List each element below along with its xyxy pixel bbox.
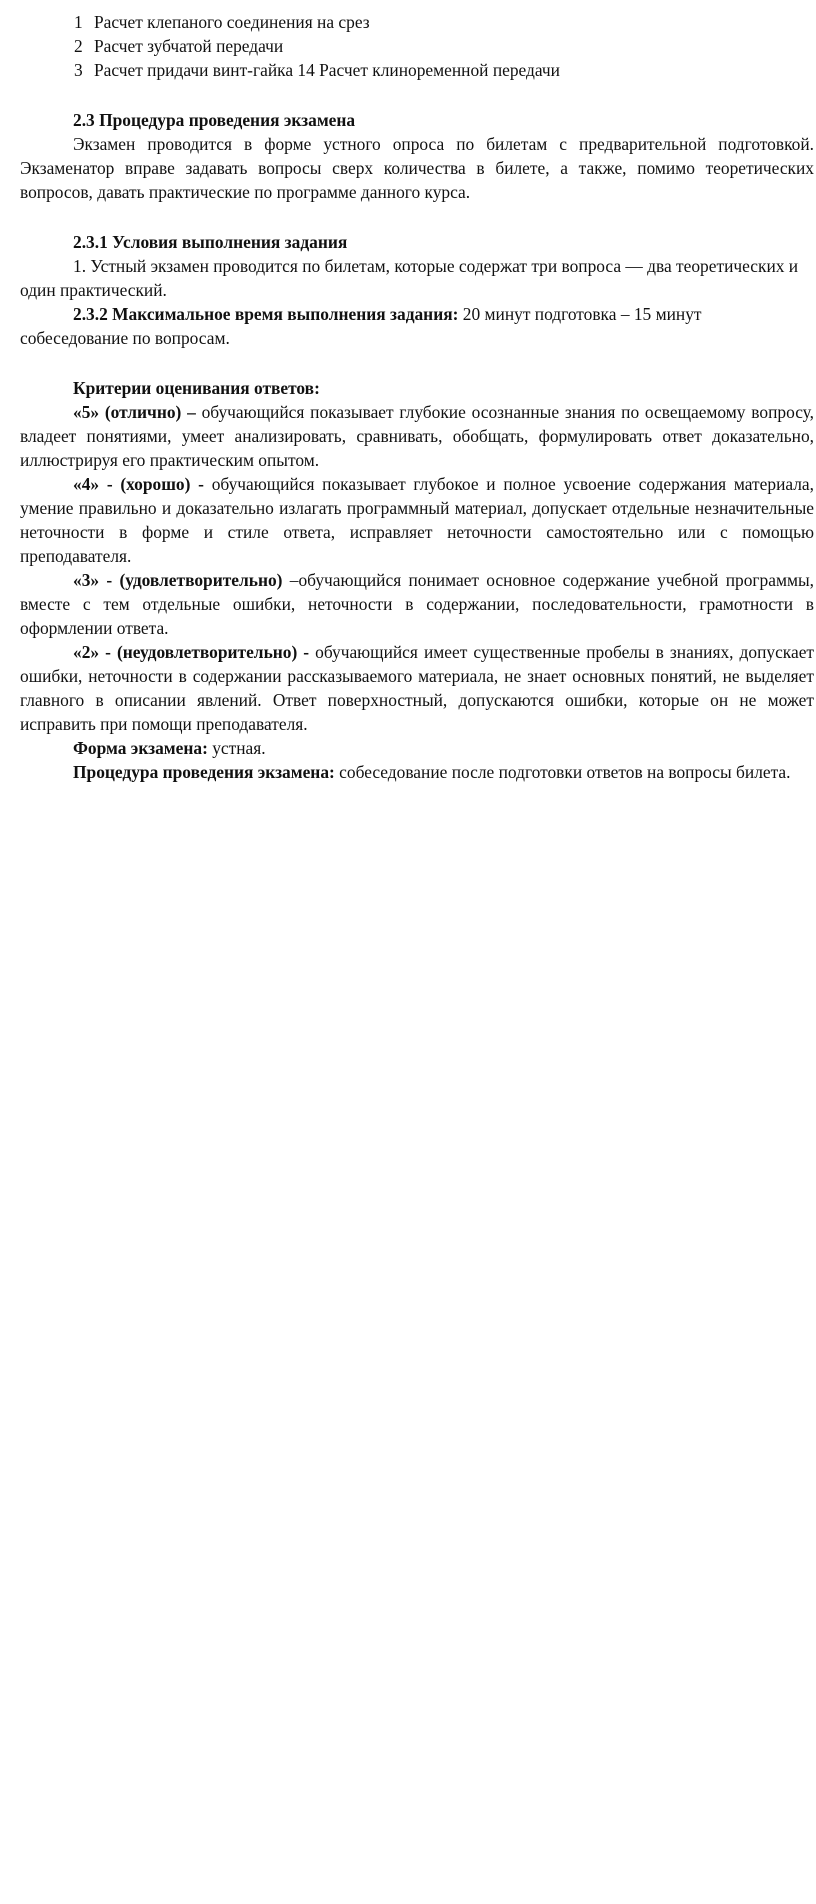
section-2-3-2-label: 2.3.2 Максимальное время выполнения задания:: [73, 304, 459, 324]
list-item: [20, 58, 814, 82]
section-2-3-2-text: 20 минут подготовка – 15 минут собеседование по вопросам.: [20, 304, 702, 348]
exam-procedure-text: собеседование после подготовки ответов на вопросы билета.: [334, 762, 791, 782]
section-2-3-2-paragraph: [20, 302, 814, 350]
document-content: [20, 10, 814, 784]
criteria-text: обучающийся показывает глубокие осознанные знания по освещаемому вопросу, владеет понятиями, умеет анализировать, сравнивать, обобщать, формулировать ответ доказательно, иллюстрируя его практическим опытом.: [20, 402, 814, 470]
list-item-number: 2: [74, 36, 83, 56]
exam-form-paragraph: [20, 736, 814, 760]
list-item-number: 1: [74, 12, 83, 32]
list-item-text: Расчет клепаного соединения на срез: [94, 12, 370, 32]
section-heading-2-3: 2.3 Процедура проведения экзамена: [73, 110, 356, 130]
criteria-heading: Критерии оценивания ответов:: [73, 378, 320, 398]
criteria-text: обучающийся показывает глубокое и полное усвоение содержания материала, умение правильно и доказательно излагать программный материал, допускает отдельные незначительные неточности в форме и стиле ответа, исправляет неточности самостоятельно или с помощью преподавателя.: [20, 474, 814, 566]
list-item-text: Расчет зубчатой передачи: [94, 36, 284, 56]
section-2-3-1-body: 1. Устный экзамен проводится по билетам, которые содержат три вопроса — два теоретических и один практический.: [20, 256, 799, 300]
criteria-label: «5» (отлично) –: [73, 402, 196, 422]
criteria-item-2: [20, 640, 814, 736]
list-item: [20, 10, 814, 34]
criteria-item-3: [20, 568, 814, 640]
list-item: [20, 34, 814, 58]
exam-form-label: Форма экзамена:: [73, 738, 208, 758]
list-item-text: Расчет придачи винт-гайка 14 Расчет клиноременной передачи: [94, 60, 560, 80]
list-item-number: 3: [74, 60, 83, 80]
section-2-3-1-text: [20, 254, 814, 302]
criteria-item-4: [20, 472, 814, 568]
criteria-text: –обучающийся понимает основное содержание учебной программы, вместе с тем отдельные ошибки, неточности в содержании, последовательности, грамотности в оформлении ответа.: [20, 570, 814, 638]
criteria-label: «4» - (хорошо) -: [73, 474, 204, 494]
criteria-label: «2» - (неудовлетворительно) -: [73, 642, 310, 662]
section-heading-2-3-1: 2.3.1 Условия выполнения задания: [73, 232, 348, 252]
section-2-3-text: Экзамен проводится в форме устного опроса по билетам с предварительной подготовкой. Экзаменатор вправе задавать вопросы сверх количества в билете, а также, помимо теоретических вопросов, давать практические по программе данного курса.: [20, 134, 814, 202]
exam-form-text: устная.: [207, 738, 266, 758]
criteria-label: «3» - (удовлетворительно): [73, 570, 283, 590]
criteria-item-5: [20, 400, 814, 472]
exam-procedure-paragraph: [20, 760, 814, 784]
criteria-text: обучающийся имеет существенные пробелы в знаниях, допускает ошибки, неточности в содержании рассказываемого материала, не знает основных понятий, не выделяет главного в описании явлений. Ответ поверхностный, допускаются ошибки, которые он не может исправить при помощи преподавателя.: [20, 642, 815, 734]
exam-procedure-label: Процедура проведения экзамена:: [73, 762, 335, 782]
